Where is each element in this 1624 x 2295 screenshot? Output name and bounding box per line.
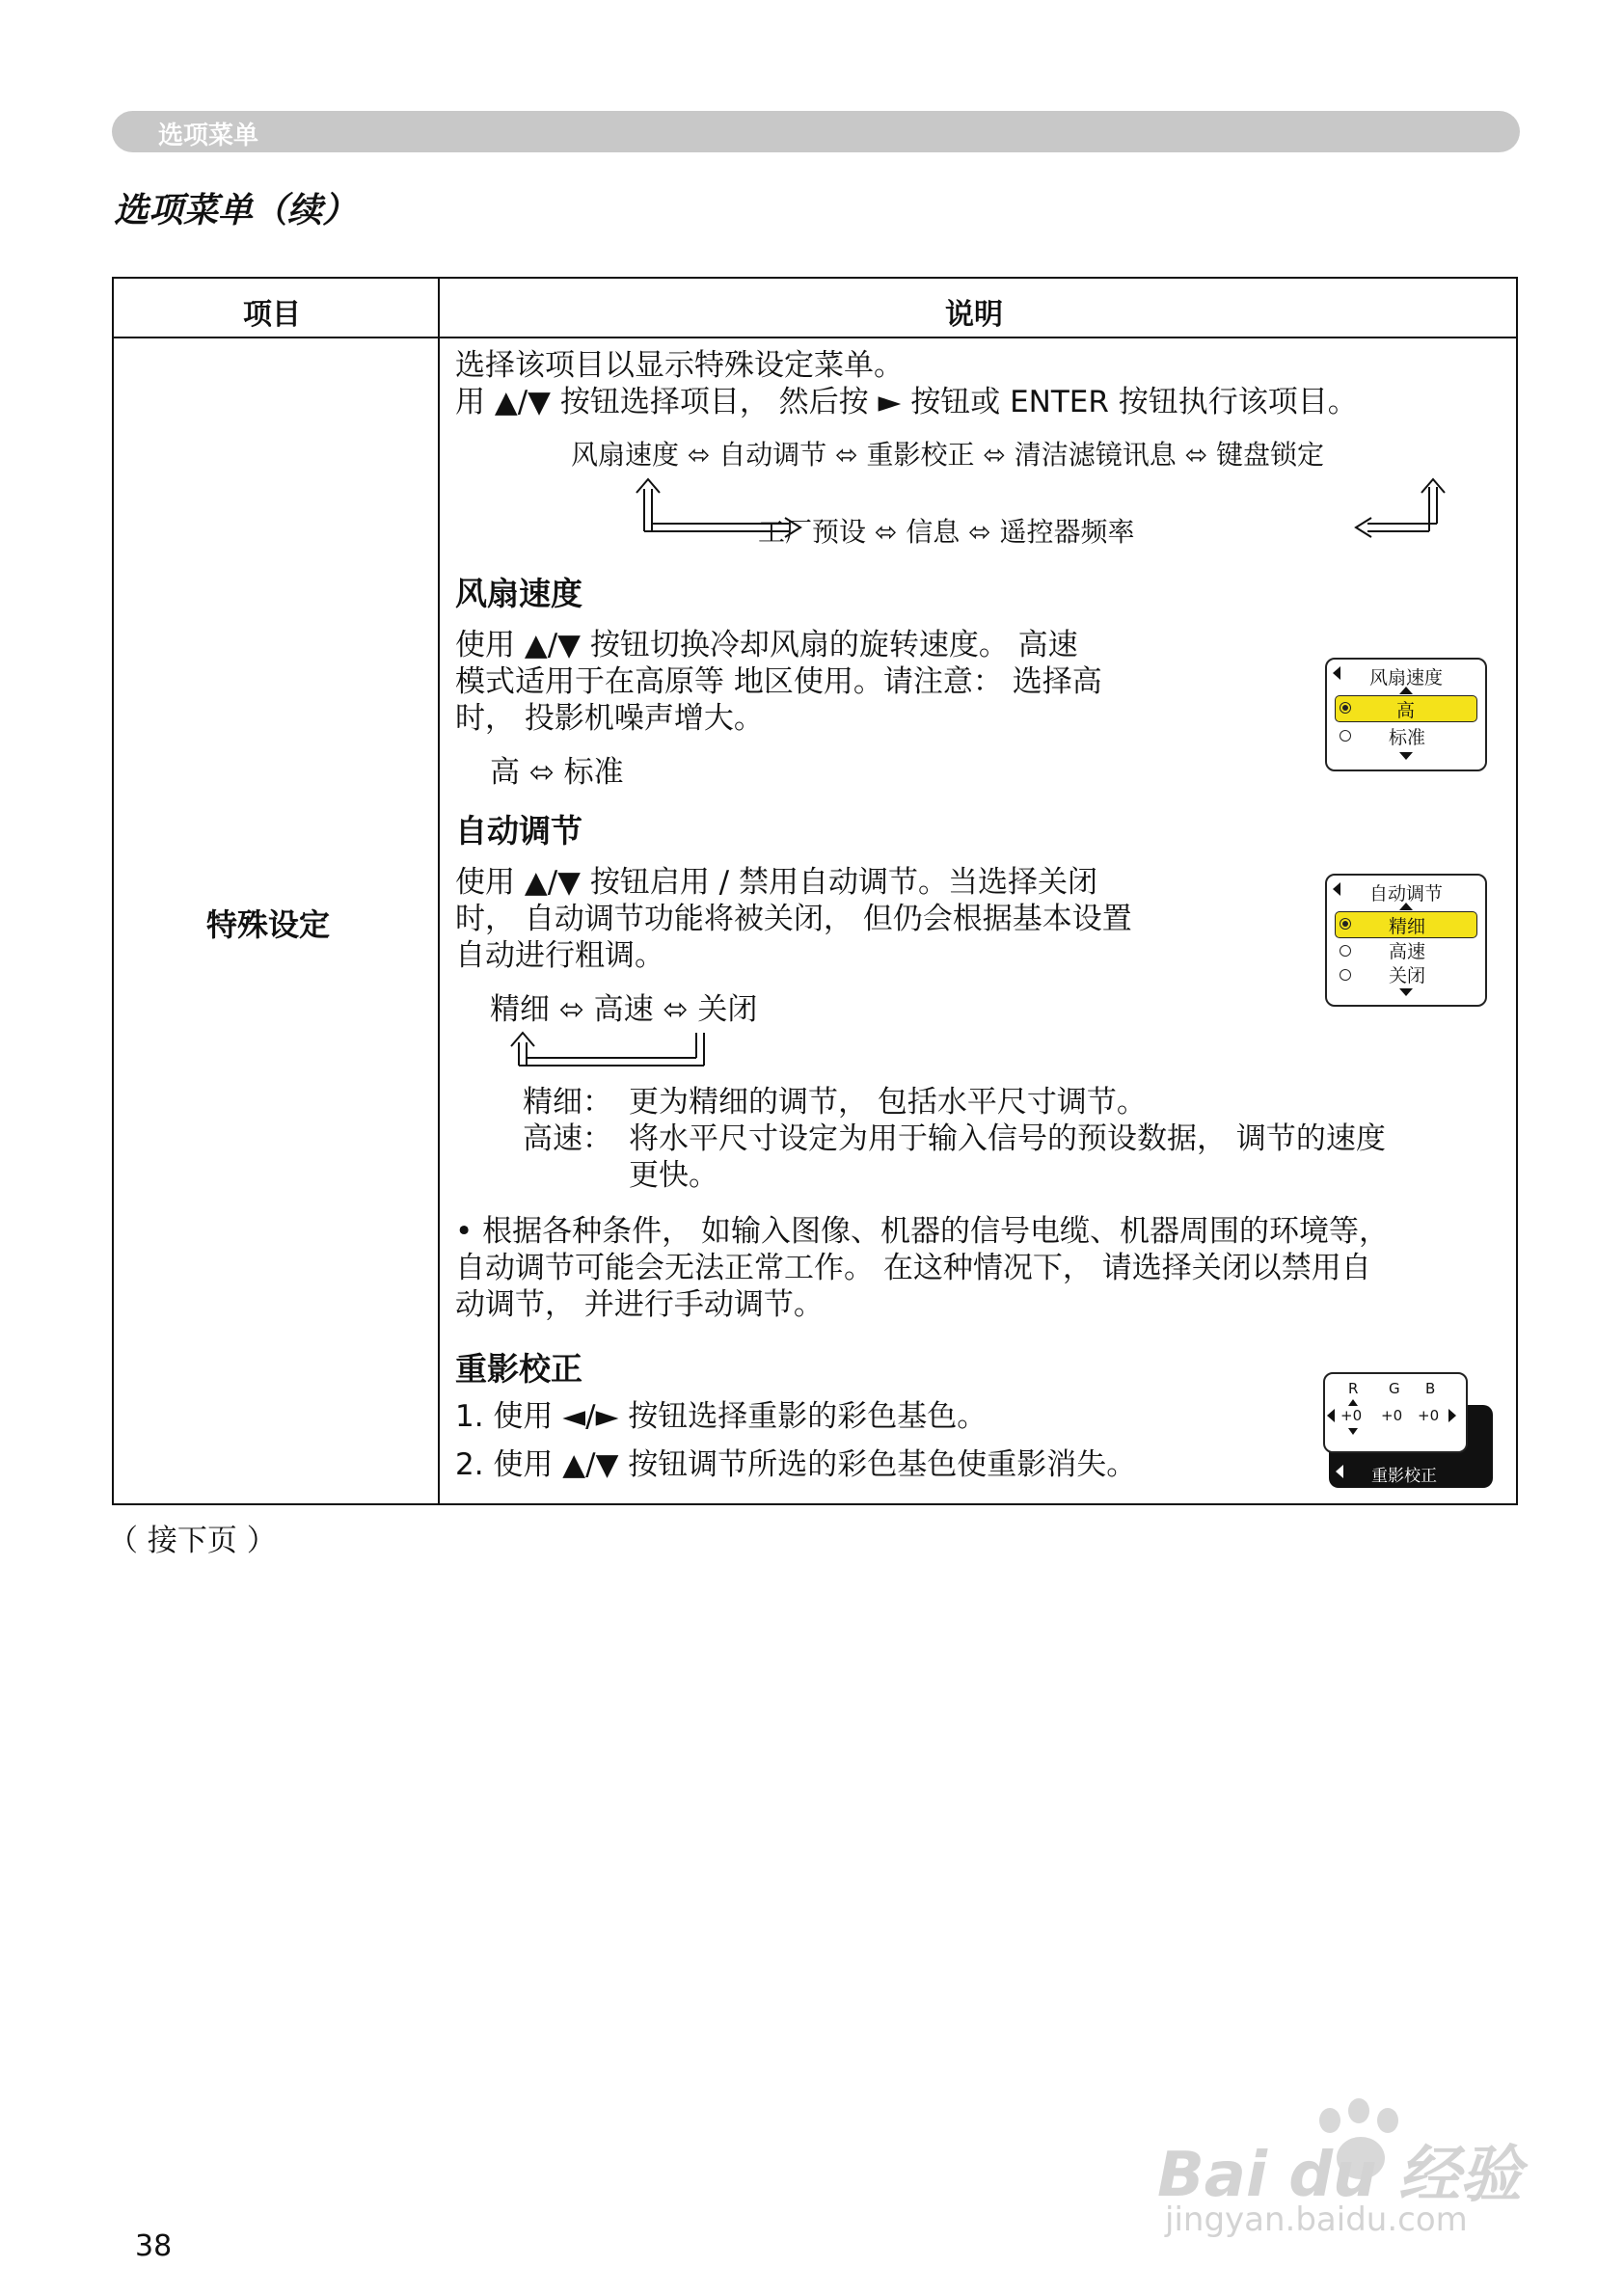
- table-column-divider: [438, 279, 440, 1503]
- watermark-url: jingyan.baidu.com: [1165, 2200, 1468, 2239]
- osd-up-arrow-icon: [1399, 687, 1413, 694]
- ghost-osd-r-label: R: [1348, 1380, 1359, 1397]
- radio-selected-icon: [1340, 918, 1351, 930]
- auto-adjust-options: 精细 ⬄ 高速 ⬄ 关闭: [490, 992, 758, 1027]
- ghost-osd-r-value: +0: [1340, 1407, 1363, 1424]
- osd-up-arrow-icon: [1399, 903, 1413, 910]
- continued-note: （ 接下页 ）: [108, 1524, 277, 1558]
- fan-speed-line-2: 模式适用于在高原等 地区使用。请注意： 选择高: [455, 664, 1102, 699]
- table-header-item: 项目: [243, 298, 301, 332]
- item-special-settings: 特殊设定: [206, 906, 331, 943]
- fan-speed-options: 高 ⬄ 标准: [490, 755, 624, 790]
- osd-down-arrow-icon: [1399, 752, 1413, 760]
- header-pill-label: 选项菜单: [158, 122, 259, 150]
- auto-adjust-note-line-1: • 根据各种条件， 如输入图像、机器的信号电缆、机器周围的环境等，: [455, 1214, 1389, 1249]
- auto-adjust-osd: [1325, 874, 1487, 1007]
- radio-unselected-icon: [1340, 730, 1351, 742]
- ghost-osd-g-value: +0: [1381, 1407, 1403, 1424]
- fast-description-line-1: 将水平尺寸设定为用于输入信号的预设数据， 调节的速度: [629, 1121, 1386, 1156]
- auto-adjust-line-1: 使用 ▲/▼ 按钮启用 / 禁用自动调节。当选择关闭: [455, 865, 1097, 900]
- osd-left-arrow-icon: [1327, 1409, 1335, 1422]
- fast-label: 高速：: [523, 1121, 612, 1156]
- radio-selected-icon: [1340, 702, 1351, 714]
- menu-flow-top: 风扇速度 ⬄ 自动调节 ⬄ 重影校正 ⬄ 清洁滤镜讯息 ⬄ 键盘锁定: [571, 439, 1325, 471]
- ghost-osd: [1323, 1372, 1495, 1492]
- section-header-pill: [112, 111, 1520, 152]
- osd-down-arrow-icon: [1348, 1428, 1358, 1435]
- ghost-osd-b-label: B: [1425, 1380, 1436, 1397]
- fan-speed-osd-title: 风扇速度: [1368, 667, 1443, 688]
- fine-description: 更为精细的调节， 包括水平尺寸调节。: [629, 1085, 1147, 1120]
- osd-down-arrow-icon: [1399, 988, 1413, 996]
- auto-adjust-note-line-3: 动调节， 并进行手动调节。: [455, 1287, 824, 1322]
- fine-label: 精细：: [523, 1085, 612, 1120]
- auto-adjust-osd-option-off: 关闭: [1389, 965, 1426, 986]
- radio-unselected-icon: [1340, 945, 1351, 957]
- fan-speed-heading: 风扇速度: [455, 575, 582, 612]
- options-table: [112, 277, 1518, 1505]
- auto-adjust-loop-arrow: [507, 1031, 719, 1069]
- watermark-brand: Bai du 经验: [1157, 2140, 1522, 2211]
- fan-speed-osd-option-standard: 标准: [1389, 727, 1426, 748]
- osd-left-arrow-icon: [1336, 1465, 1343, 1478]
- fan-speed-osd-option-high: 高: [1396, 700, 1416, 721]
- auto-adjust-osd-option-fast: 高速: [1389, 941, 1426, 962]
- auto-adjust-heading: 自动调节: [455, 812, 582, 850]
- auto-adjust-osd-title: 自动调节: [1368, 883, 1443, 904]
- auto-adjust-note-line-2: 自动调节可能会无法正常工作。 在这种情况下， 请选择关闭以禁用自: [455, 1251, 1371, 1285]
- fan-speed-line-3: 时， 投影机噪声增大。: [455, 701, 764, 736]
- ghost-osd-g-label: G: [1389, 1380, 1400, 1397]
- menu-flow-bottom: 工厂预设 ⬄ 信息 ⬄ 遥控器频率: [758, 516, 1135, 548]
- ghost-osd-b-value: +0: [1418, 1407, 1440, 1424]
- paw-icon: [1348, 2098, 1369, 2123]
- fast-description-line-2: 更快。: [629, 1158, 718, 1193]
- menu-flow-arrows: [635, 477, 1464, 541]
- auto-adjust-line-2: 时， 自动调节功能将被关闭， 但仍会根据基本设置: [455, 902, 1132, 936]
- auto-adjust-line-3: 自动进行粗调。: [455, 938, 664, 973]
- section-title: 选项菜单（续）: [114, 191, 358, 230]
- ghost-osd-front-panel: [1323, 1372, 1468, 1453]
- ghost-osd-label: 重影校正: [1371, 1467, 1437, 1486]
- intro-line-2: 用 ▲/▼ 按钮选择项目， 然后按 ► 按钮或 ENTER 按钮执行该项目。: [455, 385, 1358, 419]
- table-header-divider: [114, 337, 1516, 338]
- page-number: 38: [135, 2229, 173, 2263]
- fan-speed-osd: [1325, 658, 1487, 771]
- intro-line-1: 选择该项目以显示特殊设定菜单。: [455, 348, 904, 383]
- table-header-description: 说明: [945, 298, 1003, 332]
- auto-adjust-osd-option-fine: 精细: [1389, 916, 1426, 937]
- ghost-step-2: 2. 使用 ▲/▼ 按钮调节所选的彩色基色使重影消失。: [455, 1447, 1137, 1482]
- radio-unselected-icon: [1340, 969, 1351, 981]
- ghost-step-1: 1. 使用 ◄/► 按钮选择重影的彩色基色。: [455, 1399, 988, 1434]
- ghost-heading: 重影校正: [455, 1350, 582, 1388]
- osd-right-arrow-icon: [1448, 1409, 1456, 1422]
- osd-up-arrow-icon: [1348, 1399, 1358, 1406]
- fan-speed-line-1: 使用 ▲/▼ 按钮切换冷却风扇的旋转速度。 高速: [455, 628, 1078, 662]
